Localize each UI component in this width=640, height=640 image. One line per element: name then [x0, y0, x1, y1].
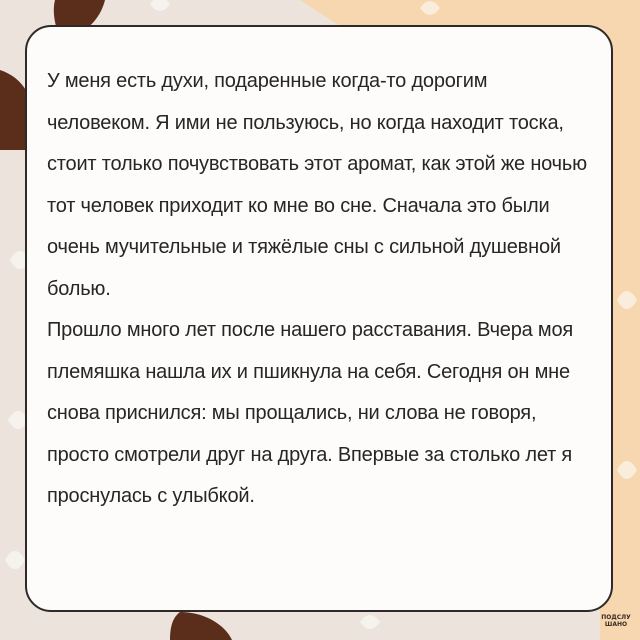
brand-logo-line-2: ШАНО — [604, 621, 628, 628]
story-text — [47, 61, 591, 518]
story-paragraph-1: У меня есть духи, подаренные когда-то дорогим человеком. Я ими не пользуюсь, но когда находит тоска, стоит только почувствовать этот аромат, как этой же ночью тот человек приходит ко мне во сне. Сначала это были очень мучительные и тяжёлые сны с сильной душевной болью. — [47, 70, 587, 300]
story-card — [25, 25, 613, 612]
story-paragraph-2: Прошло много лет после нашего расставания. Вчера моя племяшка нашла их и пшикнула на себя. Сегодня он мне снова приснился: мы прощались, ни слова не говоря, просто смотрели друг на друга. Впервые за столько лет я проснулась с улыбкой. — [47, 319, 574, 507]
brand-logo-line-1: ПОДСЛУ — [601, 614, 631, 621]
brand-logo-text — [596, 614, 636, 628]
brand-logo — [596, 614, 636, 638]
